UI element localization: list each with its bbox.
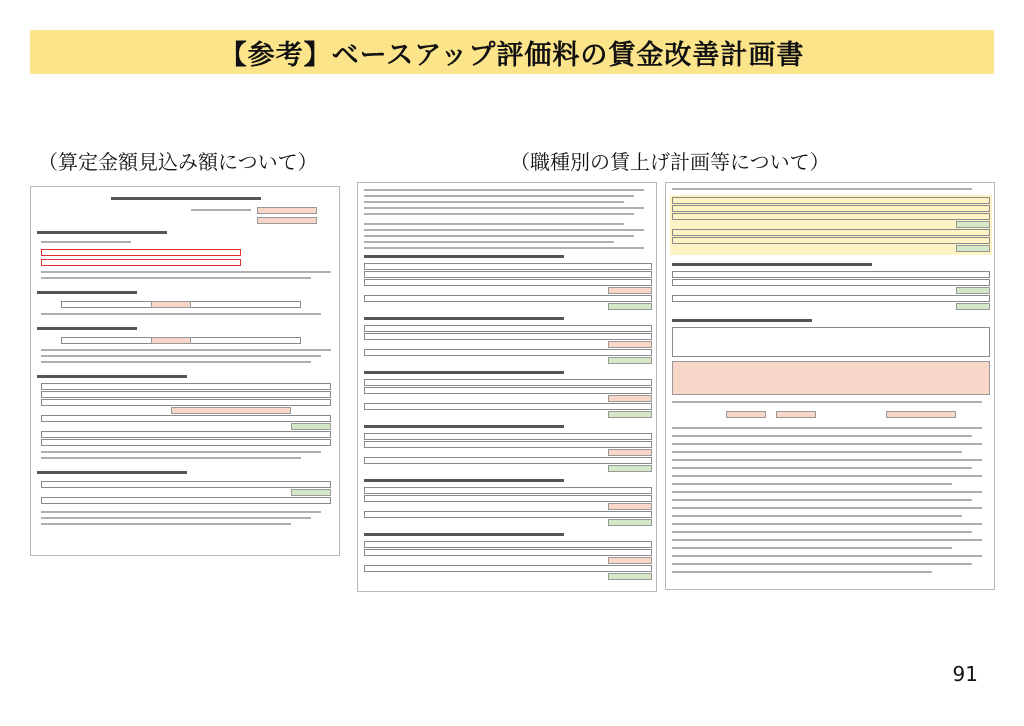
staff-category-sheet-thumbnail [357, 182, 657, 592]
title-bar [30, 30, 994, 74]
left-heading: （算定金額見込み額について） [38, 150, 318, 174]
wage-improvement-sheet-thumbnail [665, 182, 995, 590]
right-heading: （職種別の賃上げ計画等について） [510, 150, 830, 174]
page-title: 【参考】ベースアップ評価料の賃金改善計画書 [219, 39, 805, 71]
page-number: 91 [952, 662, 978, 686]
calculation-sheet-thumbnail [30, 186, 340, 556]
